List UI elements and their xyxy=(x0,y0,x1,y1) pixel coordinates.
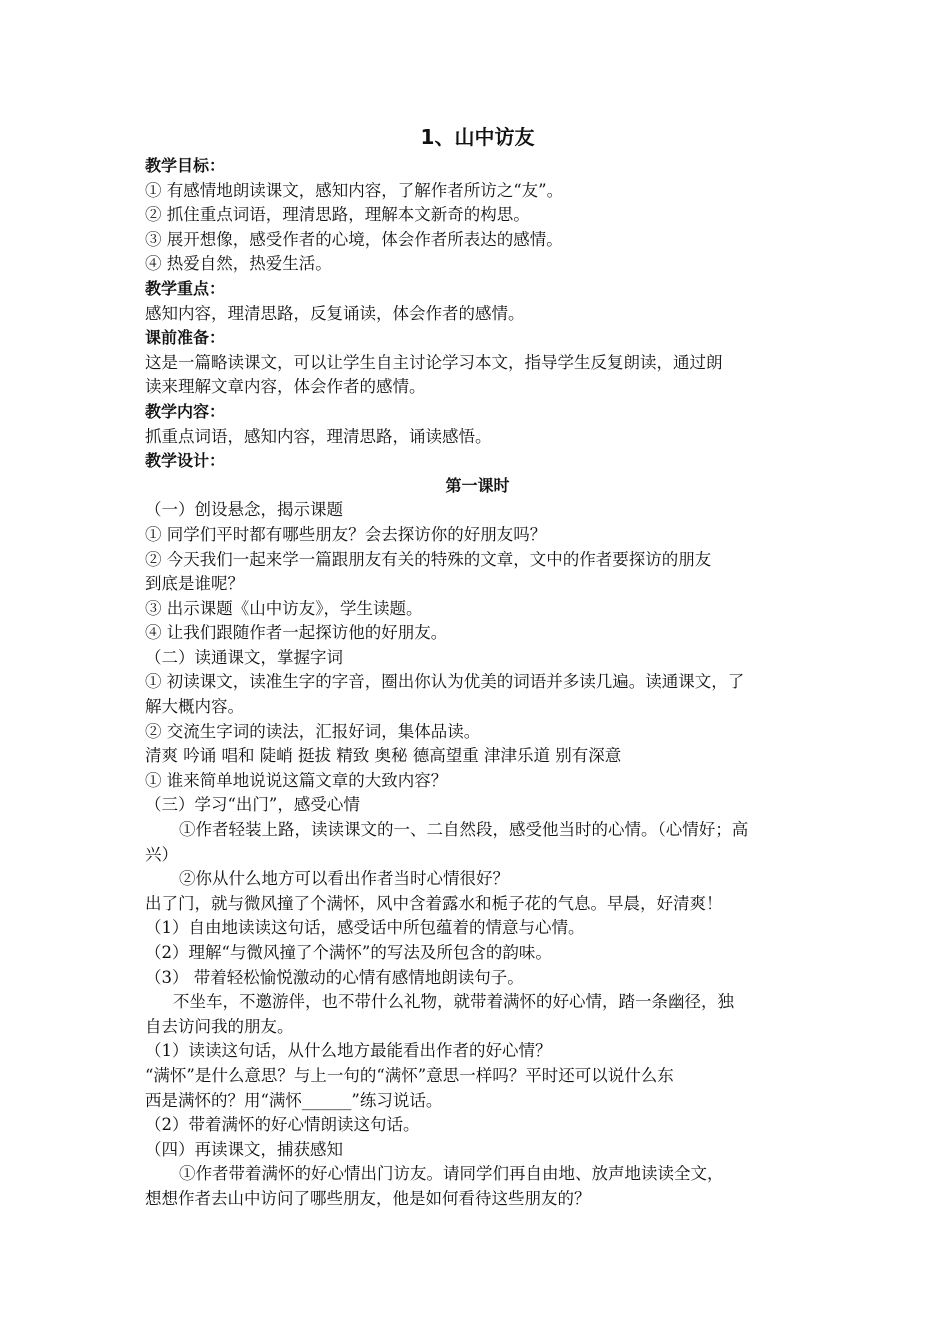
body-line: ① 初读课文，读准生字的字音，圈出你认为优美的词语并多读几遍。读通课文，了 xyxy=(145,672,745,692)
quote-line: 出了门，就与微风撞了个满怀，风中含着露水和栀子花的气息。早晨，好清爽！ xyxy=(145,893,723,913)
vocabulary-line: 清爽 吟诵 唱和 陡峭 挺拔 精致 奥秘 德高望重 津津乐道 别有深意 xyxy=(145,746,622,766)
design-heading: 教学设计： xyxy=(145,451,226,471)
body-line: （2）带着满怀的好心情朗读这句话。 xyxy=(145,1115,420,1135)
lesson-title: 第一课时 xyxy=(445,475,510,495)
prep-text: 这是一篇略读课文，可以让学生自主讨论学习本文，指导学生反复朗读，通过朗 xyxy=(145,352,723,372)
body-line: 兴） xyxy=(145,844,178,864)
document-page xyxy=(145,120,810,1212)
objective-item: ④ 热爱自然，热爱生活。 xyxy=(145,254,332,274)
body-line: ① 同学们平时都有哪些朋友？会去探访你的好朋友吗？ xyxy=(145,524,547,544)
objective-item: ② 抓住重点词语，理清思路，理解本文新奇的构思。 xyxy=(145,205,530,225)
body-line: 想想作者去山中访问了哪些朋友，他是如何看待这些朋友的？ xyxy=(145,1188,591,1208)
content-text: 抓重点词语，感知内容，理清思路，诵读感悟。 xyxy=(145,426,492,446)
body-line: ④ 让我们跟随作者一起探访他的好朋友。 xyxy=(145,623,448,643)
body-line: ① 谁来简单地说说这篇文章的大致内容？ xyxy=(145,770,448,790)
objective-item: ① 有感情地朗读课文，感知内容，了解作者所访之“友”。 xyxy=(145,180,564,200)
objectives-heading: 教学目标： xyxy=(145,156,226,175)
body-line-indented: ①作者轻装上路，读读课文的一、二自然段，感受他当时的心情。（心情好；高 xyxy=(179,820,749,840)
prep-text: 读来理解文章内容，体会作者的感情。 xyxy=(145,377,426,397)
body-line: 解大概内容。 xyxy=(145,697,244,717)
objective-item: ③ 展开想像，感受作者的心境，体会作者所表达的感情。 xyxy=(145,229,563,249)
focus-heading: 教学重点： xyxy=(145,278,226,298)
quote-line-indented: 不坐车，不邀游伴，也不带什么礼物，就带着满怀的好心情，踏一条幽径，独 xyxy=(173,992,734,1012)
body-line-indented: ②你从什么地方可以看出作者当时心情很好？ xyxy=(179,869,509,889)
body-line: ② 交流生字词的读法，汇报好词，集体品读。 xyxy=(145,721,481,741)
body-line: （1）读读这句话，从什么地方最能看出作者的好心情？ xyxy=(145,1041,552,1061)
body-line: “满怀”是什么意思？与上一句的“满怀”意思一样吗？平时还可以说什么东 xyxy=(145,1065,674,1085)
body-line: （1）自由地读读这句话，感受话中所包蕴着的情意与心情。 xyxy=(145,918,585,938)
body-line: 西是满怀的？用“满怀______”练习说话。 xyxy=(145,1090,443,1110)
page-title: 1、山中访友 xyxy=(420,125,535,149)
body-line: （四）再读课文，捕获感知 xyxy=(145,1139,343,1159)
focus-text: 感知内容，理清思路，反复诵读，体会作者的感情。 xyxy=(145,303,525,323)
body-line: （二）读通课文，掌握字词 xyxy=(145,647,343,667)
body-line: （一）创设悬念，揭示课题 xyxy=(145,500,343,520)
body-line: （3） 带着轻松愉悦激动的心情有感情地朗读句子。 xyxy=(145,967,524,987)
body-line: （2）理解“与微风撞了个满怀”的写法及所包含的韵味。 xyxy=(145,943,552,962)
body-line: ③ 出示课题《山中访友》，学生读题。 xyxy=(145,598,423,618)
prep-heading: 课前准备： xyxy=(145,328,226,348)
content-heading: 教学内容： xyxy=(145,401,226,421)
body-line: （三）学习“出门”，感受心情 xyxy=(145,795,360,815)
body-line: 到底是谁呢？ xyxy=(145,574,244,594)
quote-line: 自去访问我的朋友。 xyxy=(145,1016,294,1036)
body-line-indented: ①作者带着满怀的好心情出门访友。请同学们再自由地、放声地读读全文， xyxy=(179,1164,724,1184)
body-line: ② 今天我们一起来学一篇跟朋友有关的特殊的文章，文中的作者要探访的朋友 xyxy=(145,549,712,569)
